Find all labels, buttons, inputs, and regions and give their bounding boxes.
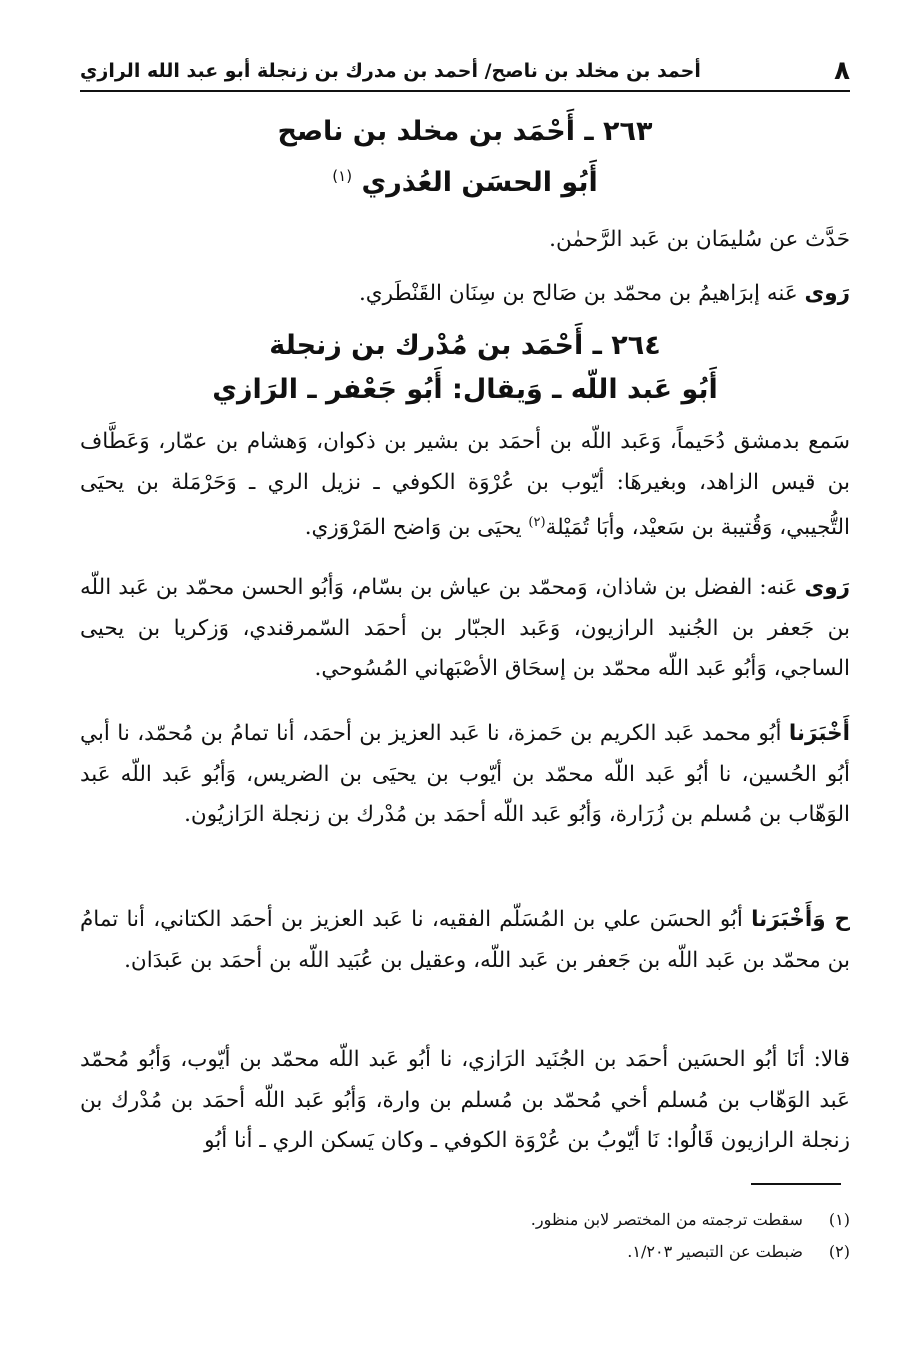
- paragraph-7-text: قالا: أنَا أبُو الحسَين أحمَد بن الجُنَيد الرَازي، نا أبُو عَبد اللّه محمّد بن أيّوب، وَأبُو مُحمّد عَبد الوَهّاب بن مُسلم أخي مُحمّد بن مُسلم بن وارة، وَأبُو عَبد اللّه أحمَد بن مُدْرك بن زنجلة الرازيون قَالُوا: نَا أيّوبُ بن عُرْوَة الكوفي ـ وكان يَسكن الري ـ أنا أبُو: [80, 1047, 850, 1153]
- paragraph-3: [80, 422, 850, 549]
- paragraph-7: [80, 1040, 850, 1162]
- paragraph-5-lead: أَخْبَرَنا: [788, 721, 850, 746]
- page-number: ٨: [834, 56, 850, 86]
- paragraph-5: [80, 714, 850, 836]
- paragraph-6-lead: ح وَأَخْبَرَنا: [751, 907, 850, 932]
- footnote-2-text: ضبطت عن التبصير ١/٢٠٣.: [627, 1242, 803, 1261]
- paragraph-4-text: عَنه: الفضل بن شاذان، وَمحمّد بن عياش بن بسّام، وَأبُو الحسن محمّد بن عَبد اللّه بن جَعفر بن الجُنيد الرازيون، وَعَبد الجبّار بن أحمَد السّمرقندي، وَزكريا بن يحيى الساجي، وَأبُو عَبد اللّه محمّد بن إسحَاق الأصْبَهاني المُسُوحي.: [80, 575, 850, 681]
- paragraph-6-text: أبُو الحسَن علي بن المُسَلّم الفقيه، نا عَبد العزيز بن أحمَد الكتاني، أنا تمامُ بن محمّد بن عَبد اللّه بن جَعفر بن عَبد اللّه، وعقيل بن عُبَيد اللّه بن أحمَد بن عَبدَان.: [80, 907, 850, 973]
- paragraph-4-lead: رَوى: [804, 575, 850, 600]
- footnote-2: [80, 1236, 850, 1268]
- entry-heading-264-kunya: أَبُو عَبد اللّه ـ وَيقال: أَبُو جَعْفر ـ الرَازي: [212, 374, 718, 405]
- footnote-1: [80, 1204, 850, 1236]
- paragraph-2-lead: رَوى: [804, 281, 850, 306]
- entry-heading-263: [80, 110, 850, 205]
- running-head: [80, 52, 850, 92]
- paragraph-5-text: أبُو محمد عَبد الكريم بن حَمزة، نا عَبد العزيز بن أحمَد، أنا تمامُ بن مُحمّد، نا أبي أبُو الحُسين، نا أبُو عَبد اللّه محمّد بن أيّوب بن يحيَى بن الضريس، وَأبُو عَبد اللّه عَبد الوَهّاب بن مُسلم بن زُرَارة، وَأبُو عَبد اللّه أحمَد بن مُدْرك بن زنجلة الرَازيُون.: [80, 721, 850, 827]
- paragraph-2: [80, 274, 850, 315]
- footnote-1-text: سقطت ترجمته من المختصر لابن منظور.: [530, 1210, 803, 1229]
- footnote-ref-2[interactable]: (٢): [528, 515, 546, 530]
- paragraph-2-text: عَنه إبرَاهيمُ بن محمّد بن صَالح بن سِنَان القَنْطَري.: [358, 281, 798, 306]
- paragraph-1: [80, 220, 850, 261]
- footnote-ref-1[interactable]: (١): [332, 167, 353, 185]
- running-head-title: أحمد بن مخلد بن ناصح/ أحمد بن مدرك بن زنجلة أبو عبد الله الرازي: [80, 60, 701, 82]
- paragraph-1-text: حَدَّث عن سُليمَان بن عَبد الرَّحمٰن.: [549, 227, 850, 252]
- footnote-1-number: (١): [828, 1210, 850, 1229]
- footnote-2-number: (٢): [828, 1242, 850, 1261]
- paragraph-6: [80, 900, 850, 981]
- paragraph-3-text: سَمع بدمشق دُحَيماً، وَعَبد اللّه بن أحمَد بن بشير بن ذكوان، وَهشام بن عمّار، وَعَطَّاف بن قيس الزاهد، وبغيرهَا: أيّوب بن عُرْوَة الكوفي ـ نزيل الري ـ وَحَرْمَلة بن يحيَى التُّجيبي، وَقُتيبة بن سَعيْد، وأبَا تُمَيْلة: [80, 429, 850, 541]
- entry-heading-263-kunya-text: أَبُو الحسَن العُذري: [361, 167, 598, 198]
- entry-heading-263-kunya: [80, 154, 850, 205]
- paragraph-3-tail: يحيَى بن وَاضح المَرْوَزي.: [304, 515, 522, 541]
- entry-heading-264-name: ٢٦٤ ـ أَحْمَد بن مُدْرك بن زنجلة: [269, 330, 661, 361]
- entry-heading-264: [80, 324, 850, 412]
- footnotes: [80, 1204, 850, 1268]
- paragraph-4: [80, 568, 850, 690]
- footnote-divider: [751, 1183, 841, 1185]
- entry-heading-263-name: ٢٦٣ ـ أَحْمَد بن مخلد بن ناصح: [277, 116, 653, 147]
